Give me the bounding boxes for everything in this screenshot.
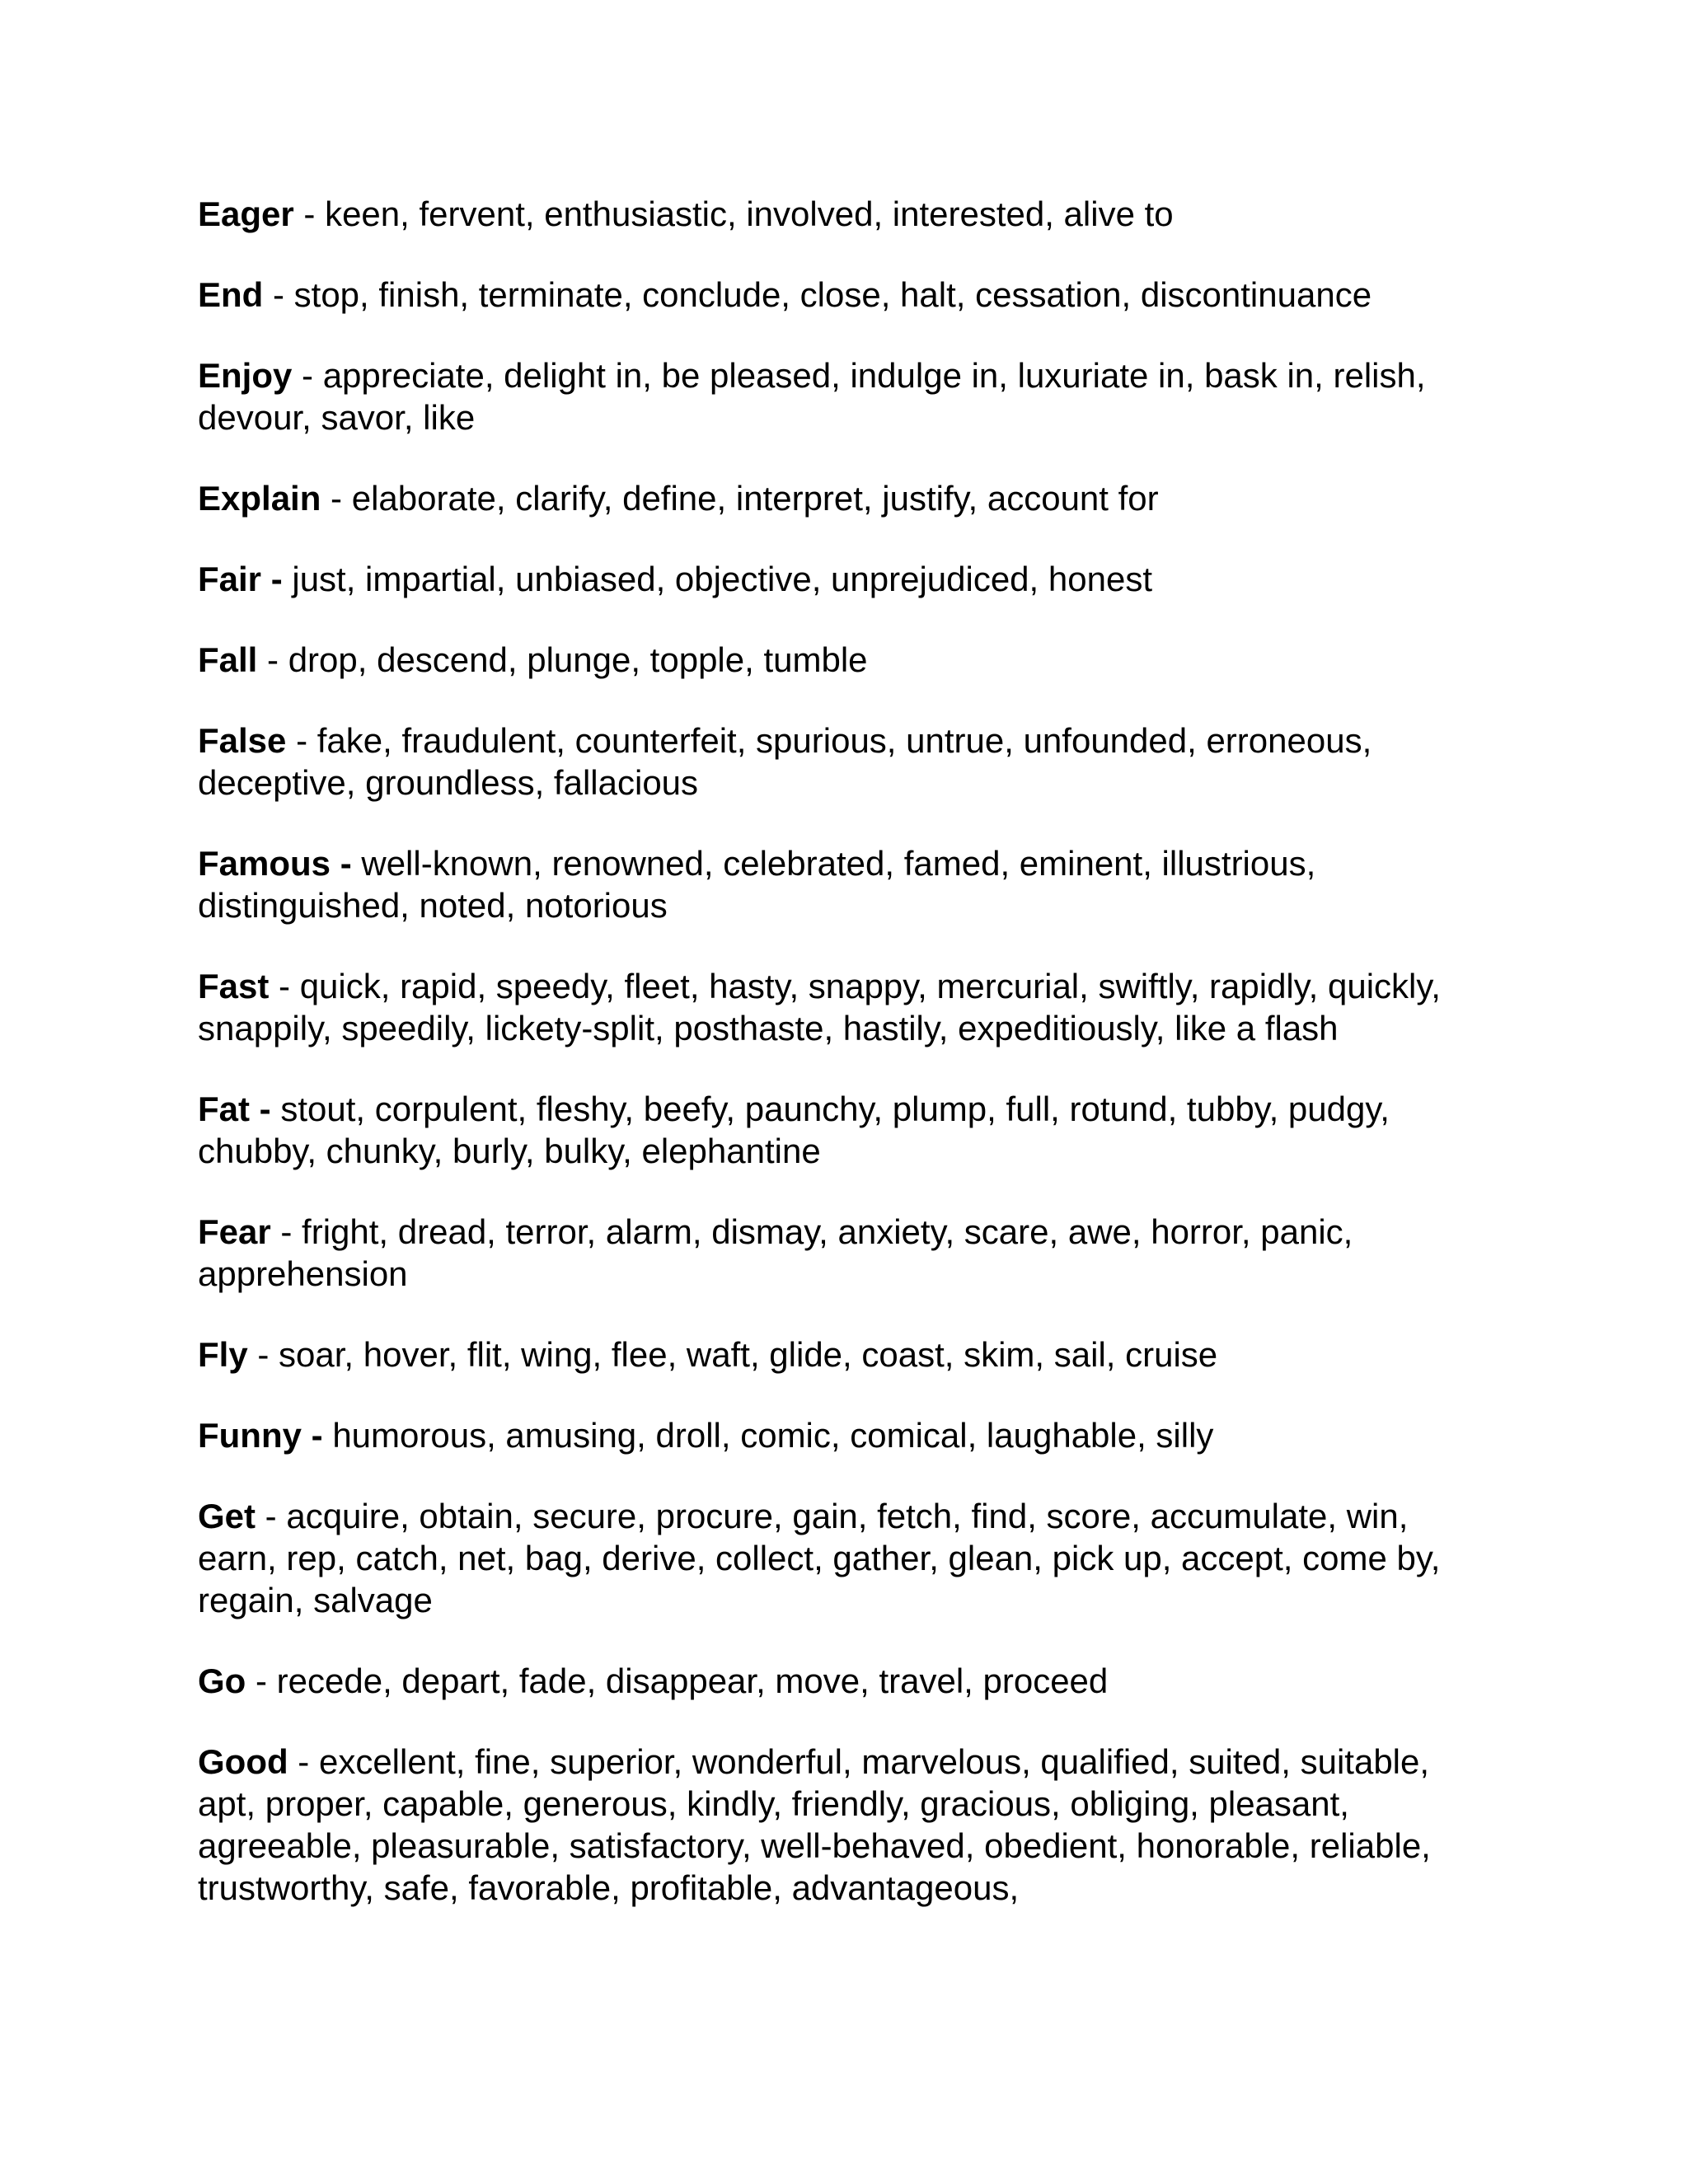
entry-word: Fair - xyxy=(198,560,283,598)
entry-fat xyxy=(198,1088,1484,1172)
entry-synonyms: excellent, fine, superior, wonderful, marvelous, qualified, suited, suitable, apt, proper, capable, generous, kindly, friendly, gracious, obliging, pleasant, agreeable, pleasurable, satisfactory, well-behaved, obedient, honorable, reliable, trustworthy, safe, favorable, profitable, advantageous, xyxy=(198,1742,1431,1907)
entry-synonyms: fake, fraudulent, counterfeit, spurious, untrue, unfounded, erroneous, deceptive, groundless, fallacious xyxy=(198,721,1372,802)
entry-word: Fast xyxy=(198,967,270,1005)
entry-separator xyxy=(352,844,362,883)
entry-fast xyxy=(198,965,1484,1049)
entry-fair xyxy=(198,558,1484,600)
entry-word: False xyxy=(198,721,287,760)
entry-synonyms: soar, hover, flit, wing, flee, waft, glide, coast, skim, sail, cruise xyxy=(279,1335,1218,1374)
entry-synonyms: elaborate, clarify, define, interpret, justify, account for xyxy=(351,479,1159,518)
entry-famous xyxy=(198,842,1484,926)
entry-word: Explain xyxy=(198,479,321,518)
entry-synonyms: appreciate, delight in, be pleased, indulge in, luxuriate in, bask in, relish, devour, savor, like xyxy=(198,356,1426,437)
entry-end xyxy=(198,274,1484,316)
entry-separator xyxy=(323,1416,333,1455)
entry-synonyms: quick, rapid, speedy, fleet, hasty, snappy, mercurial, swiftly, rapidly, quickly, snappily, speedily, lickety-split, posthaste, hastily, expeditiously, like a flash xyxy=(198,967,1441,1047)
entry-word: Fat - xyxy=(198,1090,271,1128)
entry-separator: - xyxy=(246,1661,277,1700)
entry-explain xyxy=(198,477,1484,519)
entry-separator: - xyxy=(263,275,294,314)
entry-separator: - xyxy=(321,479,352,518)
entry-word: Good xyxy=(198,1742,288,1781)
entry-eager xyxy=(198,193,1484,235)
entry-get xyxy=(198,1495,1484,1621)
synonym-list xyxy=(198,193,1484,1947)
entry-word: Eager xyxy=(198,194,294,233)
entry-word: Fly xyxy=(198,1335,248,1374)
entry-synonyms: well-known, renowned, celebrated, famed, eminent, illustrious, distinguished, noted, notorious xyxy=(198,844,1316,925)
entry-separator: - xyxy=(293,194,326,233)
entry-synonyms: fright, dread, terror, alarm, dismay, anxiety, scare, awe, horror, panic, apprehension xyxy=(198,1212,1353,1293)
entry-synonyms: humorous, amusing, droll, comic, comical, laughable, silly xyxy=(332,1416,1214,1455)
entry-word: End xyxy=(198,275,264,314)
entry-separator: - xyxy=(269,967,300,1005)
entry-word: Fall xyxy=(198,640,258,679)
entry-fear xyxy=(198,1211,1484,1295)
entry-separator: - xyxy=(292,356,323,395)
entry-synonyms: drop, descend, plunge, topple, tumble xyxy=(288,640,868,679)
entry-word: Get xyxy=(198,1497,256,1535)
entry-synonyms: keen, fervent, enthusiastic, involved, interested, alive to xyxy=(325,194,1174,233)
entry-synonyms: recede, depart, fade, disappear, move, travel, proceed xyxy=(276,1661,1109,1700)
entry-good xyxy=(198,1741,1484,1909)
entry-word: Go xyxy=(198,1661,246,1700)
entry-separator: - xyxy=(257,640,288,679)
entry-fall xyxy=(198,639,1484,681)
entry-enjoy xyxy=(198,354,1484,438)
entry-separator: - xyxy=(270,1212,302,1251)
entry-funny xyxy=(198,1414,1484,1456)
entry-synonyms: just, impartial, unbiased, objective, unprejudiced, honest xyxy=(292,560,1152,598)
entry-separator xyxy=(283,560,293,598)
entry-synonyms: stout, corpulent, fleshy, beefy, paunchy, plump, full, rotund, tubby, pudgy, chubby, chunky, burly, bulky, elephantine xyxy=(198,1090,1390,1170)
entry-separator: - xyxy=(256,1497,287,1535)
entry-word: Enjoy xyxy=(198,356,293,395)
entry-separator: - xyxy=(286,721,317,760)
entry-separator xyxy=(271,1090,281,1128)
entry-synonyms: stop, finish, terminate, conclude, close, halt, cessation, discontinuance xyxy=(293,275,1372,314)
entry-go xyxy=(198,1660,1484,1702)
entry-fly xyxy=(198,1333,1484,1376)
entry-word: Fear xyxy=(198,1212,271,1251)
entry-synonyms: acquire, obtain, secure, procure, gain, fetch, find, score, accumulate, win, earn, rep, catch, net, bag, derive, collect, gather, glean, pick up, accept, come by, regain, salvage xyxy=(198,1497,1441,1619)
entry-false xyxy=(198,719,1484,804)
entry-word: Funny - xyxy=(198,1416,323,1455)
entry-separator: - xyxy=(247,1335,279,1374)
entry-word: Famous - xyxy=(198,844,352,883)
entry-separator: - xyxy=(288,1742,319,1781)
